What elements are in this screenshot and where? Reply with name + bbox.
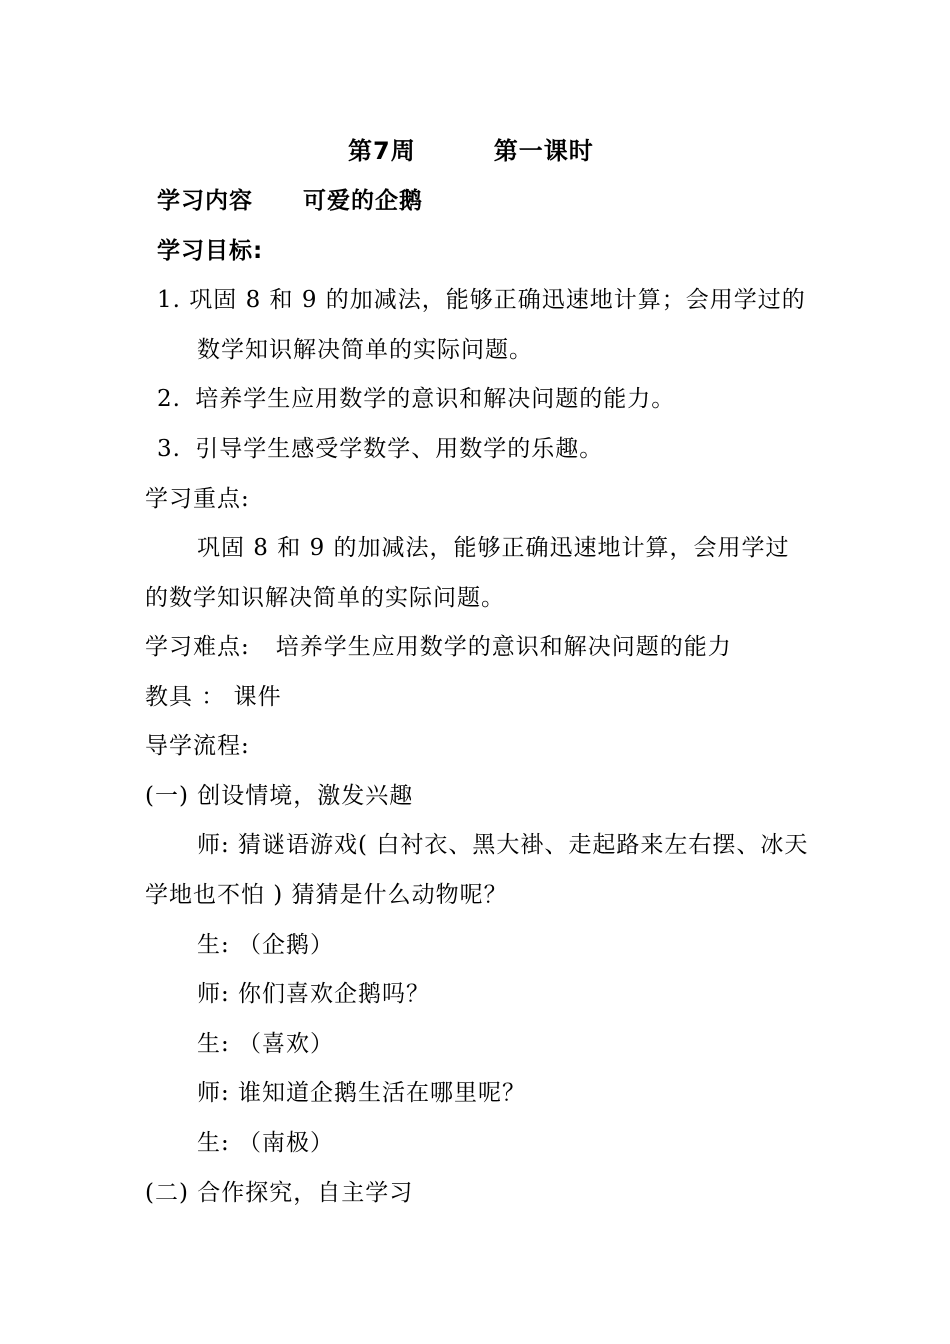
- section-2-title: (二) 合作探究，自主学习: [145, 1180, 414, 1206]
- goal-number: 2.: [157, 386, 181, 412]
- goal-number: 3.: [157, 436, 181, 462]
- key-point-line-1: 巩固 8 和 9 的加减法，能够正确迅速地计算，会用学过: [197, 535, 790, 561]
- riddle-line-1: 师: 猜谜语游戏( 白衬衣、黑大褂、走起路来左右摆、冰天: [197, 832, 809, 858]
- difficulty-row: [145, 632, 732, 662]
- goal-text: 引导学生感受学数学、用数学的乐趣。: [195, 436, 604, 462]
- goal-text: 巩固 8 和 9 的加减法，能够正确迅速地计算；会用学过的: [189, 287, 806, 313]
- goal-number: 1.: [157, 287, 181, 313]
- content-label: 学习内容: [157, 188, 253, 214]
- goal-item-2: [157, 384, 675, 414]
- goal-item-1: [157, 285, 806, 315]
- goals-heading: 学习目标:: [157, 238, 264, 264]
- dialogue-line: 生: （喜欢）: [197, 1031, 335, 1057]
- riddle-line-2: 学地也不怕 ) 猜猜是什么动物呢？: [145, 882, 508, 908]
- goal-text: 培养学生应用数学的意识和解决问题的能力。: [195, 386, 676, 412]
- goal-item-1-cont: 数学知识解决简单的实际问题。: [197, 337, 533, 363]
- dialogue-line: 师: 谁知道企鹅生活在哪里呢？: [197, 1080, 527, 1106]
- difficulty-value: 培养学生应用数学的意识和解决问题的能力: [275, 634, 732, 660]
- dialogue-line: 生: （南极）: [197, 1130, 335, 1156]
- goal-item-3: [157, 434, 603, 464]
- week-label: 第7周: [348, 137, 416, 165]
- dialogue-line: 生: （企鹅）: [197, 932, 335, 958]
- tools-label: 教具 ：: [145, 684, 226, 710]
- key-point-heading: 学习重点:: [145, 486, 250, 512]
- lesson-header: [348, 136, 594, 166]
- tools-row: [145, 682, 282, 712]
- dialogue-line: 师: 你们喜欢企鹅吗？: [197, 981, 431, 1007]
- flow-heading: 导学流程:: [145, 733, 250, 759]
- difficulty-label: 学习难点:: [145, 634, 250, 660]
- section-1-title: (一) 创设情境，激发兴趣: [145, 783, 414, 809]
- period-label: 第一课时: [493, 137, 594, 165]
- content-row: [157, 186, 423, 216]
- key-point-line-2: 的数学知识解决简单的实际问题。: [145, 585, 505, 611]
- content-value: 可爱的企鹅: [303, 188, 423, 214]
- tools-value: 课件: [233, 684, 282, 710]
